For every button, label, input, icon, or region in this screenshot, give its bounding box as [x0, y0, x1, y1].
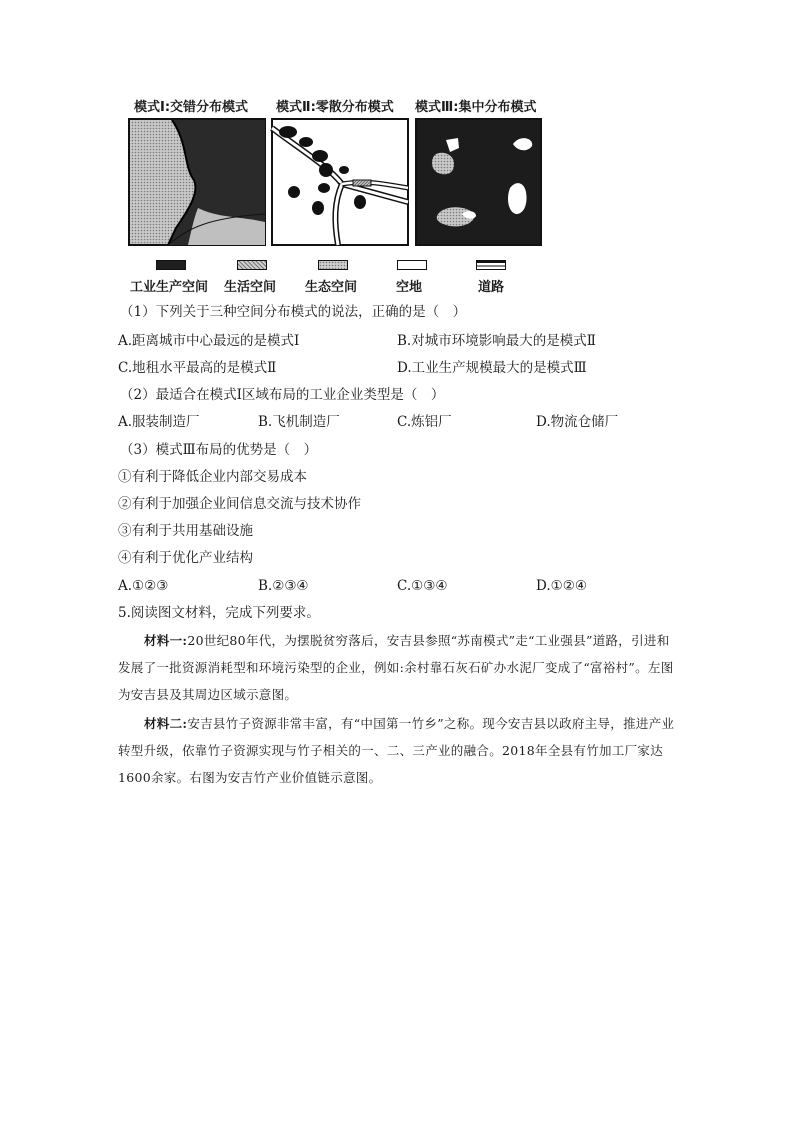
question-3-option-d: D.①②④ [536, 578, 587, 594]
question-1-stem: （1）下列关于三种空间分布模式的说法，正确的是（ ） [120, 304, 467, 320]
section-5-heading: 5.阅读图文材料，完成下列要求。 [118, 605, 320, 621]
question-3-stem: （3）模式Ⅲ布局的优势是（ ） [120, 442, 318, 458]
panel-3-title: 模式Ⅲ:集中分布模式 [415, 100, 537, 115]
legend-swatch-vacant [397, 260, 427, 270]
question-2-stem: （2）最适合在模式Ⅰ区域布局的工业企业类型是（ ） [120, 387, 445, 403]
panel-3-map [416, 119, 541, 245]
question-3-option-c: C.①③④ [397, 578, 448, 594]
material-1-label: 材料一: [144, 633, 188, 648]
legend-label-ecological: 生态空间 [305, 280, 358, 295]
material-1 [118, 627, 678, 708]
legend-label-vacant: 空地 [396, 280, 423, 295]
question-3-option-b: B.②③④ [258, 578, 309, 594]
material-2 [118, 710, 678, 791]
question-3-option-a: A.①②③ [118, 578, 169, 594]
question-3-statement-4: ④有利于优化产业结构 [118, 550, 253, 566]
legend-label-industrial: 工业生产空间 [130, 280, 209, 295]
question-3-statement-3: ③有利于共用基础设施 [118, 523, 253, 539]
legend-swatch-industrial [156, 260, 186, 270]
material-1-text: 20世纪80年代，为摆脱贫穷落后，安吉县参照“苏南模式”走“工业强县”道路，引进和发展了一批资源消耗型和环境污染型的企业，例如:余村靠石灰石矿办水泥厂变成了“富裕村”。左图为安吉县及其周边区域示意图。 [118, 633, 674, 702]
legend-label-living: 生活空间 [224, 280, 277, 295]
question-2-option-c: C.炼铝厂 [397, 414, 452, 430]
panel-1-title: 模式Ⅰ:交错分布模式 [134, 100, 249, 115]
panel-2-map [272, 119, 408, 245]
legend-label-road: 道路 [478, 280, 505, 295]
question-2-option-d: D.物流仓储厂 [536, 414, 619, 430]
panel-1-map [129, 119, 265, 245]
question-2-option-a: A.服装制造厂 [118, 414, 200, 430]
question-1-option-a: A.距离城市中心最远的是模式Ⅰ [118, 333, 300, 349]
material-2-label: 材料二: [144, 716, 188, 731]
question-1-option-b: B.对城市环境影响最大的是模式Ⅱ [397, 333, 596, 349]
legend-swatch-ecological [318, 260, 348, 270]
question-1-option-d: D.工业生产规模最大的是模式Ⅲ [397, 360, 587, 376]
question-3-statement-2: ②有利于加强企业间信息交流与技术协作 [118, 496, 361, 512]
legend-swatch-living [237, 260, 267, 270]
panel-2-title: 模式Ⅱ:零散分布模式 [276, 100, 394, 115]
question-3-statement-1: ①有利于降低企业内部交易成本 [118, 469, 307, 485]
material-2-text: 安吉县竹子资源非常丰富，有“中国第一竹乡”之称。现今安吉县以政府主导，推进产业转型升级，依靠竹子资源实现与竹子相关的一、二、三产业的融合。2018年全县有竹加工厂家达1600余家。右图为安吉竹产业价值链示意图。 [118, 716, 675, 785]
spatial-pattern-maps [128, 118, 542, 248]
question-1-option-c: C.地租水平最高的是模式Ⅱ [118, 360, 277, 376]
question-2-option-b: B.飞机制造厂 [258, 414, 340, 430]
legend-swatch-road [476, 260, 506, 270]
